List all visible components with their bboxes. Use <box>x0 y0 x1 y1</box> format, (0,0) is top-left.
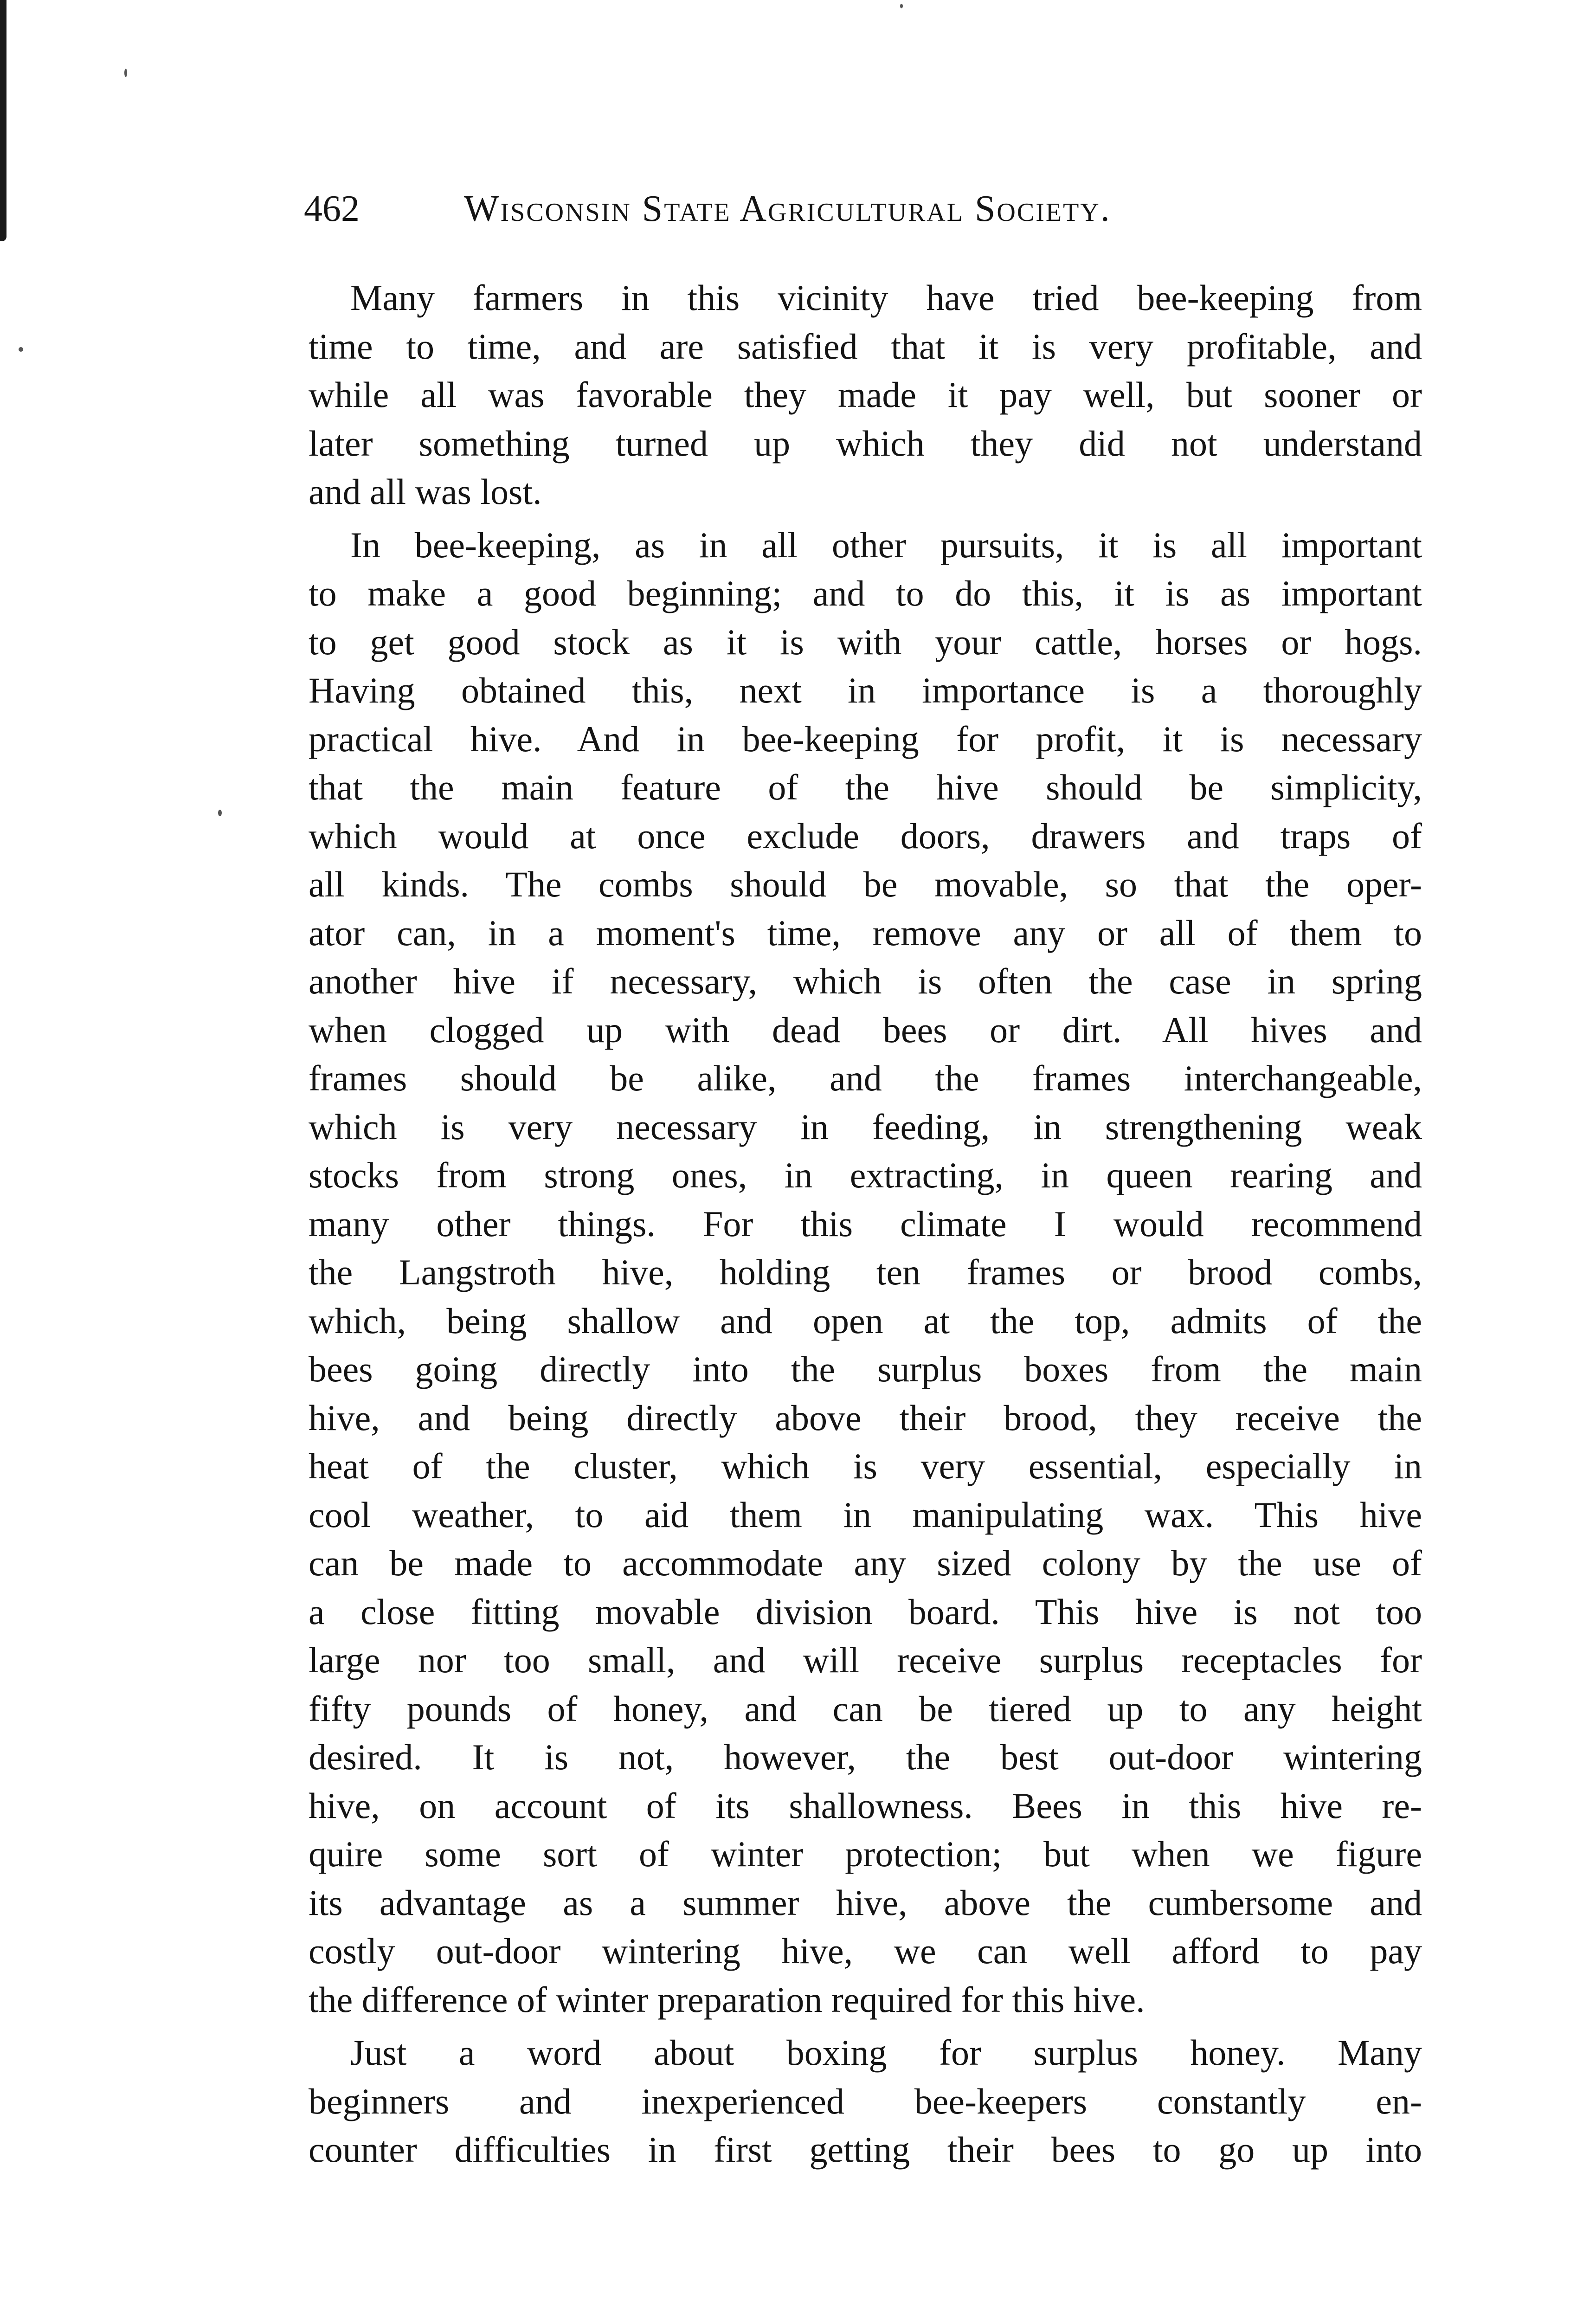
text-line: while all was favorable they made it pay well, but sooner or <box>309 374 1422 415</box>
page-edge-left <box>0 0 6 241</box>
scan-speck <box>19 347 23 352</box>
text-line: that the main feature of the hive should be simplicity, <box>309 767 1422 807</box>
text-line: desired. It is not, however, the best out-door wintering <box>309 1737 1422 1777</box>
text-line: Just a word about boxing for surplus honey. Many <box>350 2032 1422 2073</box>
paragraph <box>309 521 1422 2024</box>
text-line: bees going directly into the surplus boxes from the main <box>309 1349 1422 1389</box>
text-line: counter difficulties in first getting their bees to go up into <box>309 2129 1422 2170</box>
paragraph <box>309 2029 1422 2174</box>
scan-speck <box>124 69 127 77</box>
text-line: the Langstroth hive, holding ten frames or brood combs, <box>309 1252 1422 1292</box>
text-line: practical hive. And in bee-keeping for profit, it is necessary <box>309 718 1422 759</box>
scan-speck <box>218 810 222 816</box>
text-line: frames should be alike, and the frames interchangeable, <box>309 1058 1422 1098</box>
body-text <box>309 274 1422 2174</box>
text-line: In bee-keeping, as in all other pursuits, it is all important <box>350 524 1422 565</box>
paragraph <box>309 274 1422 516</box>
text-line: ator can, in a moment's time, remove any or all of them to <box>309 912 1422 953</box>
running-title: Wisconsin State Agricultural Society. <box>464 188 1111 229</box>
text-line: to get good stock as it is with your cattle, horses or hogs. <box>309 621 1422 662</box>
text-line: which would at once exclude doors, drawers and traps of <box>309 815 1422 856</box>
text-line: Many farmers in this vicinity have tried bee-keeping from <box>350 277 1422 318</box>
text-line: another hive if necessary, which is often the case in spring <box>309 961 1422 1001</box>
text-line: large nor too small, and will receive surplus receptacles for <box>309 1640 1422 1680</box>
text-line: many other things. For this climate I would recommend <box>309 1203 1422 1244</box>
text-line: heat of the cluster, which is very essential, especially in <box>309 1446 1422 1486</box>
text-line: Having obtained this, next in importance is a thoroughly <box>309 670 1422 710</box>
page-header <box>304 181 1274 237</box>
text-line: hive, on account of its shallowness. Bees in this hive re- <box>309 1785 1422 1826</box>
text-line: can be made to accommodate any sized colony by the use of <box>309 1543 1422 1583</box>
text-line: beginners and inexperienced bee-keepers constantly en- <box>309 2081 1422 2121</box>
text-line: and all was lost. <box>309 471 542 512</box>
text-line: costly out-door wintering hive, we can well afford to pay <box>309 1931 1422 1971</box>
page-number: 462 <box>304 188 360 229</box>
text-line: hive, and being directly above their brood, they receive the <box>309 1397 1422 1438</box>
text-line: time to time, and are satisfied that it is very profitable, and <box>309 326 1422 367</box>
text-line: its advantage as a summer hive, above the cumbersome and <box>309 1882 1422 1923</box>
text-line: cool weather, to aid them in manipulating wax. This hive <box>309 1494 1422 1535</box>
text-line: which, being shallow and open at the top, admits of the <box>309 1300 1422 1341</box>
text-line: fifty pounds of honey, and can be tiered up to any height <box>309 1688 1422 1729</box>
text-line: later something turned up which they did not understand <box>309 423 1422 464</box>
text-line: all kinds. The combs should be movable, so that the oper- <box>309 864 1422 904</box>
text-line: when clogged up with dead bees or dirt. All hives and <box>309 1009 1422 1050</box>
text-line: to make a good beginning; and to do this, it is as important <box>309 573 1422 613</box>
text-line: which is very necessary in feeding, in strengthening weak <box>309 1106 1422 1147</box>
text-line: a close fitting movable division board. This hive is not too <box>309 1591 1422 1632</box>
text-line: stocks from strong ones, in extracting, in queen rearing and <box>309 1155 1422 1195</box>
text-line: quire some sort of winter protection; but when we figure <box>309 1834 1422 1874</box>
scan-speck <box>900 4 903 8</box>
text-line: the difference of winter preparation required for this hive. <box>309 1979 1145 2020</box>
